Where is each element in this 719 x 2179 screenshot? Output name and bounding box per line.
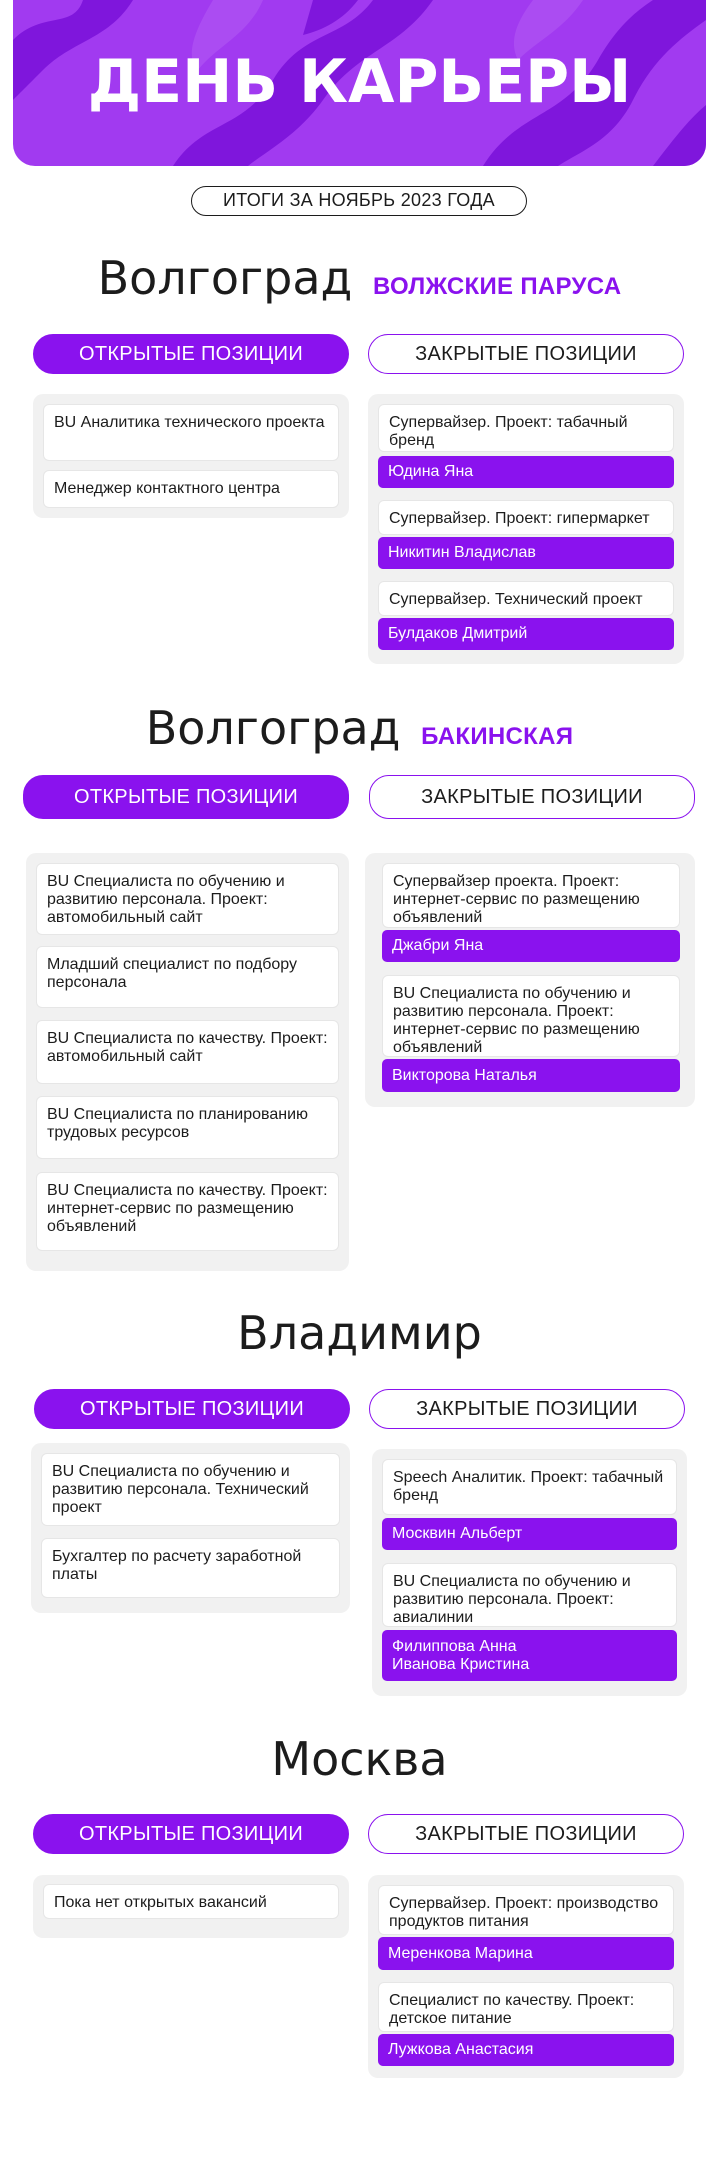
- position-card: BU Специалиста по обучению и развитию персонала. Проект: авиалинии: [382, 1563, 677, 1627]
- employee-name-badge: Юдина Яна: [378, 456, 674, 488]
- closed-positions-label: ЗАКРЫТЫЕ ПОЗИЦИИ: [368, 334, 684, 374]
- position-card: BU Специалиста по обучению и развитию персонала. Проект: интернет-сервис по размещению объявлений: [382, 975, 680, 1057]
- open-positions-label: ОТКРЫТЫЕ ПОЗИЦИИ: [23, 775, 349, 819]
- employee-name-badge: Булдаков Дмитрий: [378, 618, 674, 650]
- position-card: BU Специалиста по планированию трудовых ресурсов: [36, 1096, 339, 1159]
- employee-name-badge: Джабри Яна: [382, 930, 680, 962]
- position-card: Пока нет открытых вакансий: [43, 1884, 339, 1919]
- position-card: BU Специалиста по обучению и развитию персонала. Проект: автомобильный сайт: [36, 863, 339, 935]
- position-card: Speech Аналитик. Проект: табачный бренд: [382, 1459, 677, 1515]
- closed-positions-label: ЗАКРЫТЫЕ ПОЗИЦИИ: [369, 1389, 685, 1429]
- employee-name-badge: Москвин Альберт: [382, 1518, 677, 1550]
- position-card: Супервайзер. Проект: табачный бренд: [378, 404, 674, 452]
- position-card: BU Специалиста по качеству. Проект: интернет-сервис по размещению объявлений: [36, 1172, 339, 1251]
- employee-name-badge: Меренкова Марина: [378, 1937, 674, 1970]
- position-card: BU Специалиста по обучению и развитию персонала. Технический проект: [41, 1453, 340, 1526]
- position-card: Супервайзер. Проект: производство продуктов питания: [378, 1885, 674, 1935]
- section-1-heading: [0, 250, 719, 315]
- page-title: ДЕНЬ КАРЬЕРЫ: [87, 47, 632, 117]
- employee-name-badge: Никитин Владислав: [378, 537, 674, 569]
- city-name: Москва: [271, 1732, 448, 1786]
- city-name: Владимир: [237, 1306, 482, 1360]
- position-card: BU Аналитика технического проекта: [43, 404, 339, 461]
- position-card: Младший специалист по подбору персонала: [36, 946, 339, 1008]
- position-card: Супервайзер проекта. Проект: интернет-сервис по размещению объявлений: [382, 863, 680, 928]
- store-name: БАКИНСКАЯ: [421, 723, 574, 750]
- employee-name-badge: Викторова Наталья: [382, 1059, 680, 1092]
- position-card: Бухгалтер по расчету заработной платы: [41, 1538, 340, 1598]
- closed-positions-label: ЗАКРЫТЫЕ ПОЗИЦИИ: [368, 1814, 684, 1854]
- position-card: Менеджер контактного центра: [43, 470, 339, 508]
- position-card: Специалист по качеству. Проект: детское питание: [378, 1982, 674, 2032]
- open-positions-label: ОТКРЫТЫЕ ПОЗИЦИИ: [33, 1814, 349, 1854]
- report-period-badge: ИТОГИ ЗА НОЯБРЬ 2023 ГОДА: [191, 186, 527, 216]
- position-card: BU Специалиста по качеству. Проект: автомобильный сайт: [36, 1020, 339, 1084]
- section-4-heading: [0, 1731, 719, 1787]
- employee-name-badge: Филиппова Анна Иванова Кристина: [382, 1630, 677, 1681]
- city-name: Волгоград: [145, 701, 401, 755]
- employee-name-badge: Лужкова Анастасия: [378, 2034, 674, 2066]
- open-positions-label: ОТКРЫТЫЕ ПОЗИЦИИ: [34, 1389, 350, 1429]
- position-card: Супервайзер. Технический проект: [378, 581, 674, 616]
- open-positions-label: ОТКРЫТЫЕ ПОЗИЦИИ: [33, 334, 349, 374]
- header-banner: [13, 0, 706, 166]
- section-3-heading: [0, 1305, 719, 1361]
- section-2-heading: [0, 700, 719, 765]
- store-name: ВОЛЖСКИЕ ПАРУСА: [372, 273, 622, 300]
- position-card: Супервайзер. Проект: гипермаркет: [378, 500, 674, 535]
- closed-positions-label: ЗАКРЫТЫЕ ПОЗИЦИИ: [369, 775, 695, 819]
- city-name: Волгоград: [97, 251, 353, 305]
